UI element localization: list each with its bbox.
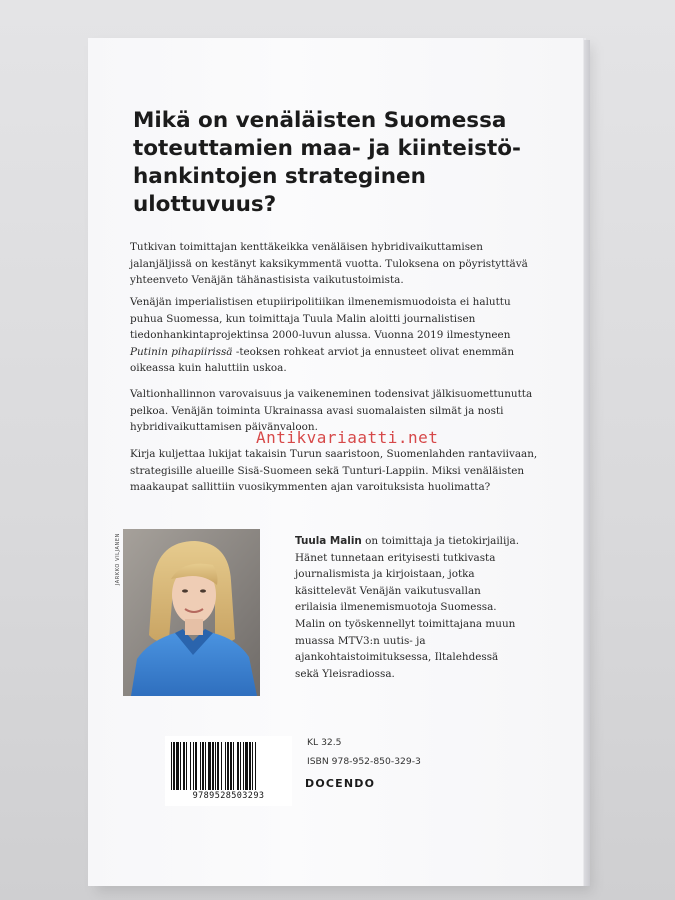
blurb-paragraph-4: Kirja kuljettaa lukijat takaisin Turun saaristoon, Suomenlahden rantaviivaan, strategisille alueille Sisä-Suomeen sekä Tunturi-Lappiin. Miksi venäläisten maakaupat sallittiin vuosikymmenten ajan varoituksista huolimatta? <box>130 448 538 494</box>
author-bio <box>295 533 525 682</box>
book-back-cover <box>88 38 586 886</box>
barcode-number: 9789528503293 <box>192 791 265 801</box>
library-classification: KL 32.5 <box>307 737 342 748</box>
barcode-bar <box>249 742 251 790</box>
barcode-bar <box>252 742 253 790</box>
barcode-bar <box>243 742 244 790</box>
barcode-bar <box>225 742 226 790</box>
barcode-bar <box>200 742 201 790</box>
barcode-bar <box>230 742 232 790</box>
author-name: Tuula Malin <box>295 535 362 547</box>
barcode-bar <box>255 742 256 790</box>
blurb-paragraph-1: Tutkivan toimittajan kenttäkeikka venäläisen hybridivaikuttamisen jalanjäljissä on kestänyt kaksikymmentä vuotta. Tuloksena on pöyristyttävä yhteenveto Venäjän tähänastisista vaikutustoimista. <box>130 241 528 287</box>
barcode-bar <box>205 742 206 790</box>
barcode-bar <box>208 742 211 790</box>
author-photo <box>123 529 260 696</box>
barcode-bar <box>227 742 229 790</box>
barcode-bar <box>240 742 241 790</box>
barcode-bar <box>202 742 204 790</box>
barcode-bar <box>215 742 216 790</box>
barcode-bar <box>176 742 179 790</box>
barcode-bar <box>183 742 185 790</box>
photo-credit: JARKKO VILJANEN <box>115 533 121 586</box>
book-spine-edge <box>584 40 590 886</box>
barcode-bar <box>190 742 191 790</box>
barcode-bar <box>173 742 175 790</box>
barcode-bar <box>193 742 194 790</box>
blurb-paragraph-2-end: -teoksen rohkeat arviot ja ennusteet olivat enemmän oikeassa kuin haluttiin uskoa. <box>130 345 515 375</box>
barcode-bar <box>212 742 214 790</box>
blurb-paragraph-2 <box>130 294 540 377</box>
barcode-bar <box>171 742 172 790</box>
barcode-bar <box>195 742 197 790</box>
barcode-bar <box>186 742 187 790</box>
barcode-bar <box>237 742 239 790</box>
publisher-logo: DOCENDO <box>305 777 376 790</box>
cover-headline: Mikä on venäläisten Suomessa toteuttamien maa- ja kiinteistö-hankintojen strateginen ulottuvuus? <box>133 108 521 217</box>
barcode-bar <box>245 742 248 790</box>
barcode-bar <box>233 742 234 790</box>
barcode-bar <box>221 742 222 790</box>
barcode-bar <box>217 742 219 790</box>
barcode-bar <box>180 742 181 790</box>
book-title-italic: Putinin pihapiirissä <box>130 345 233 358</box>
blurb-paragraph-2-start: Venäjän imperialistisen etupiiripolitiikan ilmenemismuodoista ei haluttu puhua Suomessa, kun toimittaja Tuula Malin aloitti journalistisen tiedonhankintaprojektinsa 2000-luvun alussa. Vuonna 2019 ilmestyneen <box>130 296 511 342</box>
barcode-bars <box>171 742 287 790</box>
isbn-text: ISBN 978-952-850-329-3 <box>307 756 421 767</box>
watermark-text: Antikvariaatti.net <box>256 428 439 447</box>
isbn-barcode <box>165 736 292 806</box>
blurb-paragraph-3: Valtionhallinnon varovaisuus ja vaikeneminen todensivat jälkisuomettunutta pelkoa. Venäjän toiminta Ukrainassa avasi suomalaisten silmät ja nosti hybridivaikuttamisen päivänvaloon. <box>130 388 533 434</box>
author-portrait-image <box>123 529 260 696</box>
author-bio-text: on toimittaja ja tietokirjailija. Hänet tunnetaan erityisesti tutkivasta journalismista ja kirjoistaan, jotka käsittelevät Venäjän vaikutusvallan erilaisia ilmenemismuotoja Suomessa. Malin on työskennellyt toimittajana muun muassa MTV3:n uutis- ja ajankohtaistoimituksessa, Iltalehdessä sekä Yleisradiossa. <box>295 535 520 680</box>
